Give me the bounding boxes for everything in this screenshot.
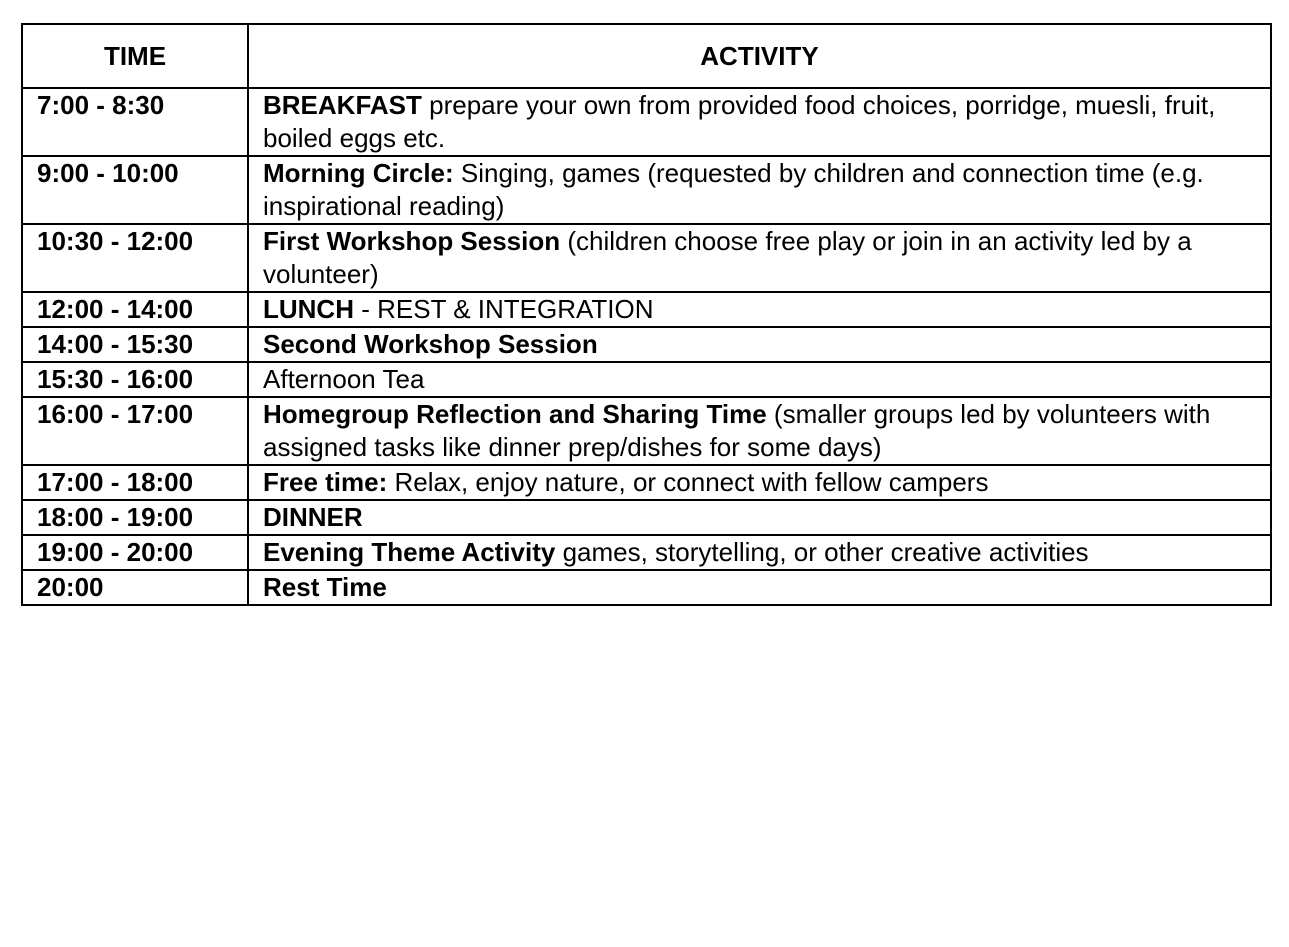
activity-detail: Singing, games (requested by children and connection time (e.g. inspirational reading) — [263, 158, 1204, 221]
activity-cell — [248, 500, 1271, 535]
activity-detail: games, storytelling, or other creative activities — [555, 537, 1089, 567]
activity-cell — [248, 465, 1271, 500]
table-row — [22, 156, 1271, 224]
activity-detail: (smaller groups led by volunteers with assigned tasks like dinner prep/dishes for some days) — [263, 399, 1211, 462]
activity-cell — [248, 362, 1271, 397]
activity-detail: prepare your own from provided food choices, porridge, muesli, fruit, boiled eggs etc. — [263, 90, 1216, 153]
table-row — [22, 224, 1271, 292]
table-row — [22, 362, 1271, 397]
activity-cell — [248, 397, 1271, 465]
activity-cell — [248, 156, 1271, 224]
time-cell: 16:00 - 17:00 — [22, 397, 248, 465]
time-cell: 9:00 - 10:00 — [22, 156, 248, 224]
time-cell: 10:30 - 12:00 — [22, 224, 248, 292]
time-cell: 19:00 - 20:00 — [22, 535, 248, 570]
time-cell: 12:00 - 14:00 — [22, 292, 248, 327]
activity-title: Morning Circle: — [263, 158, 454, 188]
activity-cell — [248, 88, 1271, 156]
activity-title: Rest Time — [263, 572, 387, 602]
activity-cell — [248, 570, 1271, 605]
activity-title: LUNCH — [263, 294, 354, 324]
activity-cell — [248, 327, 1271, 362]
table-row — [22, 327, 1271, 362]
table-row — [22, 570, 1271, 605]
time-cell: 17:00 - 18:00 — [22, 465, 248, 500]
table-row — [22, 397, 1271, 465]
activity-title: Homegroup Reflection and Sharing Time — [263, 399, 767, 429]
activity-detail: (children choose free play or join in an activity led by a volunteer) — [263, 226, 1192, 289]
activity-cell — [248, 535, 1271, 570]
activity-column-header: ACTIVITY — [248, 24, 1271, 88]
header-row — [22, 24, 1271, 88]
time-cell: 14:00 - 15:30 — [22, 327, 248, 362]
table-row — [22, 292, 1271, 327]
table-row — [22, 465, 1271, 500]
table-row — [22, 535, 1271, 570]
time-cell: 15:30 - 16:00 — [22, 362, 248, 397]
table-row — [22, 88, 1271, 156]
activity-detail: - REST & INTEGRATION — [354, 294, 654, 324]
activity-cell — [248, 292, 1271, 327]
activity-title: Free time: — [263, 467, 388, 497]
table-row — [22, 500, 1271, 535]
activity-title: Evening Theme Activity — [263, 537, 556, 567]
schedule-table — [21, 23, 1272, 606]
time-cell: 20:00 — [22, 570, 248, 605]
activity-cell — [248, 224, 1271, 292]
activity-title: Second Workshop Session — [263, 329, 598, 359]
activity-detail: Afternoon Tea — [263, 364, 425, 394]
activity-title: DINNER — [263, 502, 363, 532]
time-column-header: TIME — [22, 24, 248, 88]
time-cell: 7:00 - 8:30 — [22, 88, 248, 156]
time-cell: 18:00 - 19:00 — [22, 500, 248, 535]
activity-detail: Relax, enjoy nature, or connect with fellow campers — [387, 467, 989, 497]
activity-title: First Workshop Session — [263, 226, 561, 256]
activity-title: BREAKFAST — [263, 90, 422, 120]
